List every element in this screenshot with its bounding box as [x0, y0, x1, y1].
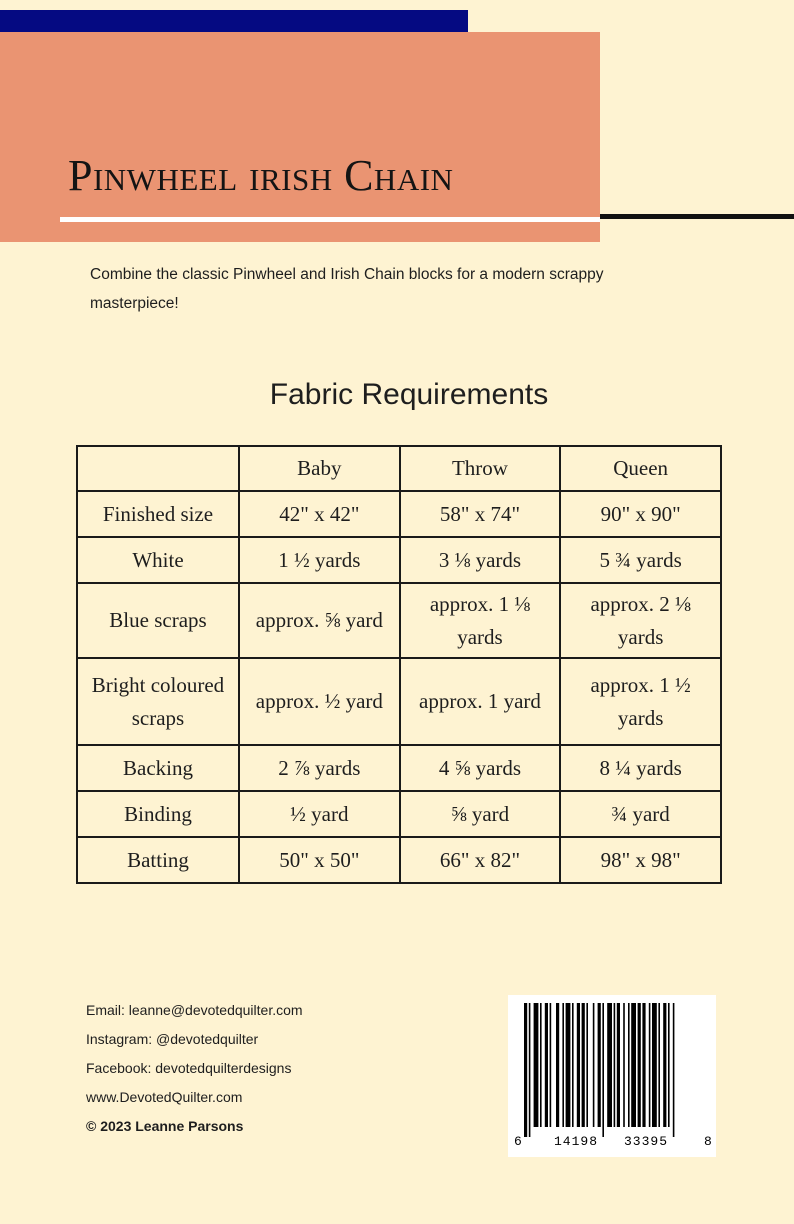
row-label: Finished size [77, 491, 239, 537]
barcode [508, 995, 716, 1157]
barcode-bar [652, 1003, 657, 1127]
table-cell: 50" x 50" [239, 837, 400, 883]
barcode-digits-right: 33395 [624, 1134, 669, 1149]
barcode-bar [631, 1003, 636, 1127]
salmon-title-block [0, 32, 600, 242]
barcode-bar [566, 1003, 571, 1127]
barcode-bar [572, 1003, 574, 1127]
table-cell: approx. ⅝ yard [239, 583, 400, 658]
barcode-bars [524, 1003, 674, 1137]
barcode-bar [649, 1003, 651, 1127]
barcode-bar [623, 1003, 625, 1127]
barcode-digits-left: 14198 [554, 1134, 599, 1149]
barcode-bar [668, 1003, 670, 1127]
barcode-bar [658, 1003, 660, 1127]
barcode-bar [540, 1003, 542, 1127]
row-label: Batting [77, 837, 239, 883]
row-label: Binding [77, 791, 239, 837]
table-cell: 66" x 82" [400, 837, 561, 883]
barcode-bar [593, 1003, 595, 1127]
table-cell: 42" x 42" [239, 491, 400, 537]
table-cell: ¾ yard [560, 791, 721, 837]
fabric-requirements-heading: Fabric Requirements [269, 378, 549, 411]
barcode-bar [673, 1003, 675, 1137]
barcode-bar [617, 1003, 620, 1127]
table-cell: 8 ¼ yards [560, 745, 721, 791]
title-underline [60, 217, 600, 222]
table-row [77, 491, 721, 537]
barcode-bar [598, 1003, 601, 1127]
table-row [77, 537, 721, 583]
table-row [77, 791, 721, 837]
table-cell: 1 ½ yards [239, 537, 400, 583]
table-cell: approx. ½ yard [239, 658, 400, 745]
table-row [77, 583, 721, 658]
email-line: Email: leanne@devotedquilter.com [86, 1002, 303, 1018]
table-cell: 90" x 90" [560, 491, 721, 537]
row-label: Blue scraps [77, 583, 239, 658]
table-cell: 5 ¾ yards [560, 537, 721, 583]
barcode-graphic [508, 995, 716, 1157]
table-cell: 2 ⅞ yards [239, 745, 400, 791]
barcode-bar [545, 1003, 548, 1127]
table-cell: 58" x 74" [400, 491, 561, 537]
table-cell: approx. 2 ⅛ yards [560, 583, 721, 658]
barcode-bar [607, 1003, 612, 1127]
barcode-bar [577, 1003, 580, 1127]
row-label: White [77, 537, 239, 583]
barcode-digit-last: 8 [704, 1134, 712, 1149]
row-label: Backing [77, 745, 239, 791]
table-cell: approx. 1 ⅛ yards [400, 583, 561, 658]
column-header-blank [77, 446, 239, 491]
table-cell: approx. 1 yard [400, 658, 561, 745]
contact-info [86, 996, 303, 1141]
column-header-queen: Queen [560, 446, 721, 491]
barcode-bar [586, 1003, 588, 1127]
table-header-row [77, 446, 721, 491]
facebook-line: Facebook: devotedquilterdesigns [86, 1060, 292, 1076]
barcode-bar [602, 1003, 604, 1137]
table-cell: ⅝ yard [400, 791, 561, 837]
barcode-bar [524, 1003, 527, 1137]
pattern-title: Pinwheel irish Chain [68, 151, 454, 200]
column-header-throw: Throw [400, 446, 561, 491]
barcode-bar [562, 1003, 564, 1127]
barcode-bar [534, 1003, 539, 1127]
table-cell: 3 ⅛ yards [400, 537, 561, 583]
intro-text: Combine the classic Pinwheel and Irish Chain blocks for a modern scrappy masterpiece! [90, 266, 604, 312]
fabric-requirements-table [76, 445, 722, 884]
row-label: Bright coloured scraps [77, 658, 239, 745]
barcode-bar [550, 1003, 552, 1127]
table-cell: ½ yard [239, 791, 400, 837]
website-line: www.DevotedQuilter.com [86, 1089, 243, 1105]
barcode-bar [638, 1003, 641, 1127]
barcode-digit-first: 6 [514, 1134, 522, 1149]
barcode-bar [582, 1003, 585, 1127]
table-row [77, 837, 721, 883]
column-header-baby: Baby [239, 446, 400, 491]
table-cell: approx. 1 ½ yards [560, 658, 721, 745]
barcode-bar [628, 1003, 630, 1127]
barcode-bar [529, 1003, 531, 1137]
title-rule-extension [600, 214, 794, 219]
barcode-bar [614, 1003, 616, 1127]
table-row [77, 745, 721, 791]
copyright-line: © 2023 Leanne Parsons [86, 1118, 244, 1134]
barcode-bar [642, 1003, 645, 1127]
table-cell: 98" x 98" [560, 837, 721, 883]
barcode-bar [663, 1003, 666, 1127]
table-row [77, 658, 721, 745]
instagram-line: Instagram: @devotedquilter [86, 1031, 259, 1047]
table-cell: 4 ⅝ yards [400, 745, 561, 791]
barcode-bar [556, 1003, 559, 1127]
